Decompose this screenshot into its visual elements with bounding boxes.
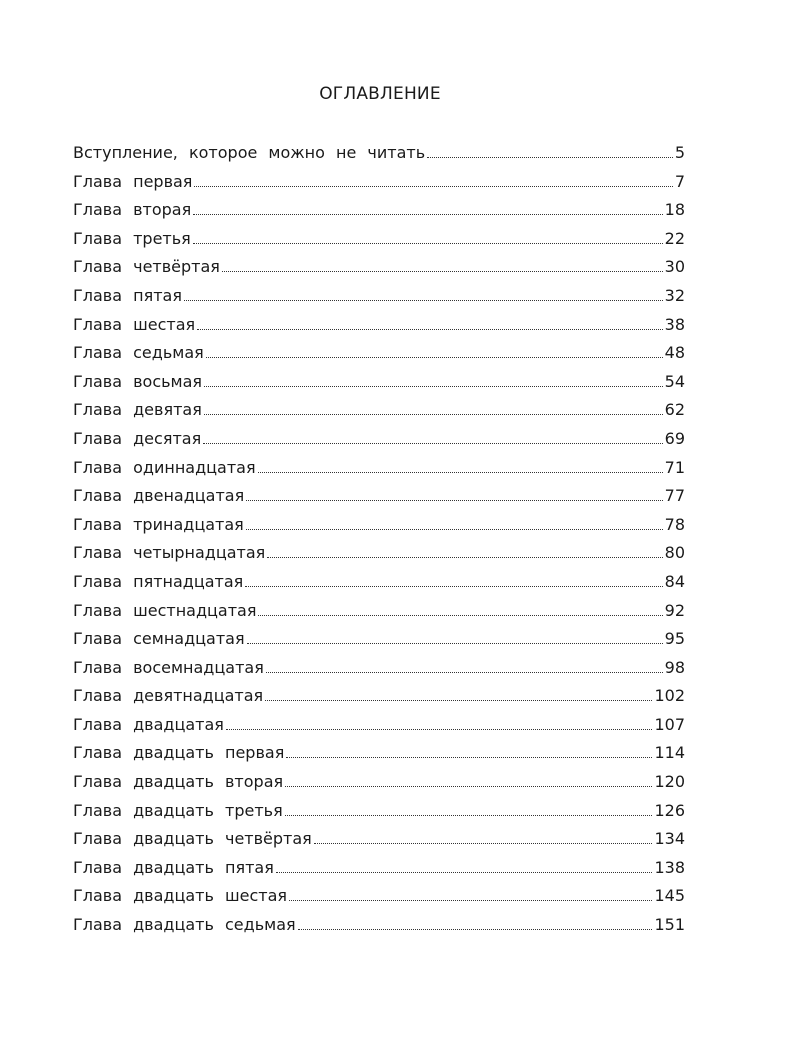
toc-dot-leader: [204, 386, 663, 387]
toc-entry-label: Глава семнадцатая: [73, 629, 245, 649]
toc-entry-page-number: 7: [674, 171, 685, 191]
toc-entry: [73, 739, 685, 768]
toc-entry: [73, 482, 685, 511]
toc-dot-leader: [203, 443, 662, 444]
toc-entry: [73, 368, 685, 397]
toc-entry-page-number: 62: [664, 400, 685, 420]
toc-dot-leader: [427, 157, 673, 158]
toc-entry-label: Глава двадцать четвёртая: [73, 829, 312, 849]
toc-entry: [73, 196, 685, 225]
toc-entry-page-number: 18: [664, 200, 685, 220]
toc-entry-page-number: 54: [664, 371, 685, 391]
toc-entry-label: Глава девятнадцатая: [73, 686, 264, 706]
toc-entry-label: Глава одиннадцатая: [73, 457, 256, 477]
toc-entry-page-number: 80: [664, 543, 685, 563]
toc-entry-label: Глава двадцать третья: [73, 800, 283, 820]
toc-entry: [73, 825, 685, 854]
toc-dot-leader: [193, 214, 662, 215]
toc-dot-leader: [267, 557, 662, 558]
toc-entry: [73, 225, 685, 254]
toc-entry-label: Вступление, которое можно не читать: [73, 143, 426, 162]
toc-entry: [73, 396, 685, 425]
toc-entry: [73, 511, 685, 540]
toc-entry: [73, 339, 685, 368]
toc-dot-leader: [226, 729, 653, 730]
toc-entry: [73, 539, 685, 568]
toc-entry-page-number: 92: [664, 600, 685, 620]
toc-entry-page-number: 32: [664, 285, 685, 305]
toc-entry-label: Глава двадцать пятая: [73, 857, 274, 877]
toc-dot-leader: [314, 843, 653, 844]
toc-entry-page-number: 98: [664, 657, 685, 677]
toc-entry-page-number: 5: [674, 143, 685, 162]
toc-dot-leader: [184, 300, 663, 301]
toc-entry: [73, 425, 685, 454]
toc-entry-label: Глава четвёртая: [73, 257, 220, 277]
toc-entry-label: Глава двадцать первая: [73, 743, 285, 763]
toc-entry: [73, 454, 685, 483]
toc-entry-page-number: 107: [654, 714, 685, 734]
toc-entry-label: Глава двадцать седьмая: [73, 915, 296, 935]
toc-entry-label: Глава шестнадцатая: [73, 600, 257, 620]
toc-entry: [73, 168, 685, 197]
toc-dot-leader: [222, 271, 663, 272]
toc-dot-leader: [246, 529, 663, 530]
toc-dot-leader: [285, 786, 652, 787]
toc-dot-leader: [193, 243, 663, 244]
toc-entry-page-number: 102: [654, 686, 685, 706]
toc-dot-leader: [289, 900, 652, 901]
toc-dot-leader: [246, 500, 662, 501]
toc-entry: [73, 882, 685, 911]
toc-entry-page-number: 30: [664, 257, 685, 277]
toc-entry-label: Глава пятая: [73, 285, 182, 305]
toc-entry: [73, 139, 685, 168]
toc-entry-page-number: 78: [664, 514, 685, 534]
toc-entry-page-number: 38: [664, 314, 685, 334]
toc-entry-page-number: 77: [664, 486, 685, 506]
toc-entry: [73, 253, 685, 282]
toc-entry-page-number: 95: [664, 629, 685, 649]
toc-dot-leader: [298, 929, 653, 930]
toc-dot-leader: [276, 872, 653, 873]
toc-entry: [73, 654, 685, 683]
toc-dot-leader: [258, 615, 662, 616]
toc-entry-page-number: 120: [654, 772, 685, 792]
toc-dot-leader: [206, 357, 663, 358]
toc-dot-leader: [194, 186, 672, 187]
toc-entry-page-number: 151: [654, 915, 685, 935]
toc-entry: [73, 911, 685, 940]
toc-dot-leader: [265, 700, 652, 701]
toc-entry: [73, 682, 685, 711]
toc-dot-leader: [247, 643, 663, 644]
toc-entry: [73, 711, 685, 740]
toc-entry: [73, 311, 685, 340]
toc-entry-label: Глава седьмая: [73, 343, 204, 363]
toc-entry: [73, 768, 685, 797]
toc-title: ОГЛАВЛЕНИЕ: [319, 84, 441, 104]
toc-dot-leader: [197, 329, 663, 330]
toc-dot-leader: [286, 757, 652, 758]
toc-entry-page-number: 134: [654, 829, 685, 849]
toc-dot-leader: [285, 815, 653, 816]
toc-entry-label: Глава шестая: [73, 314, 196, 334]
toc-entry-label: Глава десятая: [73, 428, 202, 448]
toc-entry-page-number: 138: [654, 857, 685, 877]
toc-entry-page-number: 22: [664, 228, 685, 248]
toc-entry-label: Глава третья: [73, 228, 191, 248]
toc-entry-label: Глава двадцать шестая: [73, 886, 288, 906]
toc-entry: [73, 597, 685, 626]
toc-entry-label: Глава тринадцатая: [73, 514, 244, 534]
toc-dot-leader: [204, 414, 663, 415]
toc-entry-page-number: 48: [664, 343, 685, 363]
toc-dot-leader: [245, 586, 662, 587]
toc-entry-page-number: 84: [664, 571, 685, 591]
toc-entry: [73, 568, 685, 597]
toc-entry-label: Глава двадцать вторая: [73, 772, 284, 792]
toc-entry: [73, 797, 685, 826]
toc-entry-page-number: 126: [654, 800, 685, 820]
toc-list: [73, 139, 685, 940]
toc-entry-page-number: 145: [654, 886, 685, 906]
toc-entry-page-number: 114: [654, 743, 685, 763]
toc-entry-label: Глава двенадцатая: [73, 486, 245, 506]
toc-entry-label: Глава восьмая: [73, 371, 203, 391]
toc-entry: [73, 282, 685, 311]
toc-entry-label: Глава первая: [73, 171, 193, 191]
toc-entry: [73, 625, 685, 654]
toc-entry-label: Глава двадцатая: [73, 714, 224, 734]
toc-dot-leader: [258, 472, 663, 473]
toc-entry: [73, 854, 685, 883]
toc-entry-label: Глава восемнадцатая: [73, 657, 264, 677]
toc-entry-label: Глава четырнадцатая: [73, 543, 266, 563]
toc-entry-page-number: 71: [664, 457, 685, 477]
toc-dot-leader: [266, 672, 663, 673]
toc-entry-page-number: 69: [664, 428, 685, 448]
toc-entry-label: Глава девятая: [73, 400, 202, 420]
toc-entry-label: Глава вторая: [73, 200, 192, 220]
toc-entry-label: Глава пятнадцатая: [73, 571, 244, 591]
